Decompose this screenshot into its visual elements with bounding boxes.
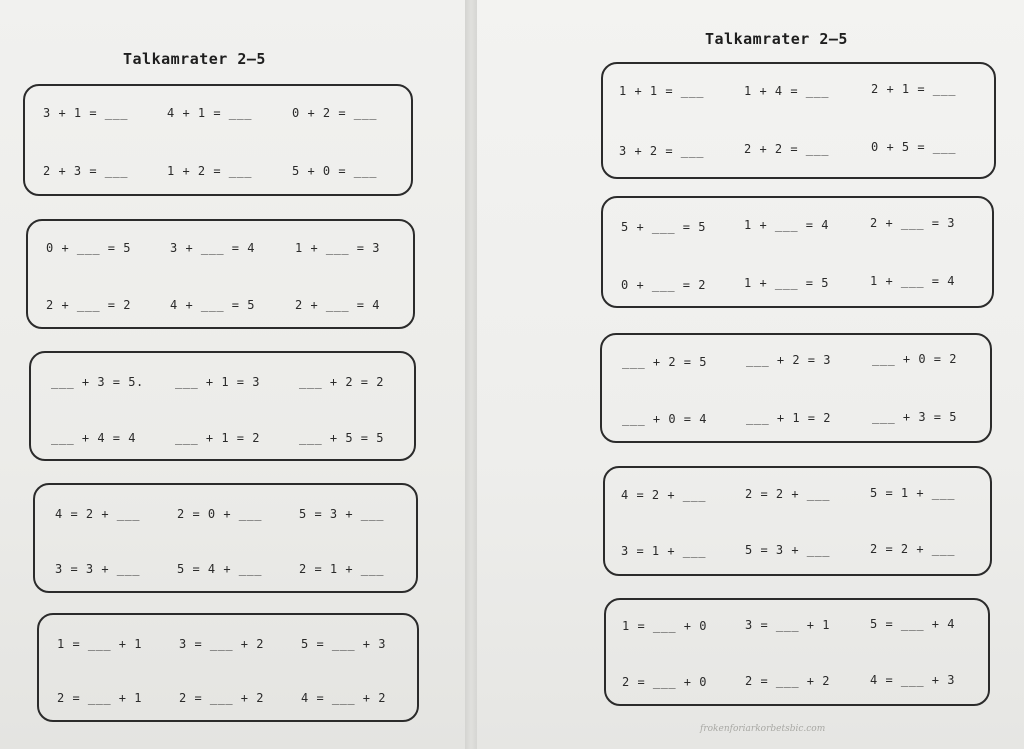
left-exercise-box-3 [29,351,416,461]
equation: 1 + 4 = ___ [744,84,829,98]
equation: ___ + 1 = 2 [175,431,260,445]
equation: 1 = ___ + 0 [622,619,707,633]
left-exercise-box-2 [26,219,415,329]
equation: 2 = ___ + 0 [622,675,707,689]
equation: 2 + 3 = ___ [43,164,128,178]
equation: ___ + 3 = 5 [872,410,957,424]
equation: 2 = ___ + 1 [57,691,142,705]
equation: ___ + 5 = 5 [299,431,384,445]
equation: 2 = ___ + 2 [179,691,264,705]
equation: 5 = 1 + ___ [870,486,955,500]
equation: 4 + ___ = 5 [170,298,255,312]
equation: 3 = ___ + 1 [745,618,830,632]
page-gutter [465,0,477,749]
equation: 2 + ___ = 3 [870,216,955,230]
equation: 4 = 2 + ___ [621,488,706,502]
equation: 1 + ___ = 4 [744,218,829,232]
equation: 0 + ___ = 5 [46,241,131,255]
equation: 4 + 1 = ___ [167,106,252,120]
equation: ___ + 0 = 2 [872,352,957,366]
equation: 2 = 2 + ___ [870,542,955,556]
equation: 5 + ___ = 5 [621,220,706,234]
right-page-title: Talkamrater 2–5 [705,30,848,48]
equation: 2 + 2 = ___ [744,142,829,156]
footer-website: frokenforiarkorbetsbic.com [700,724,826,734]
equation: 2 = 0 + ___ [177,507,262,521]
equation: 5 + 0 = ___ [292,164,377,178]
equation: 1 = ___ + 1 [57,637,142,651]
equation: ___ + 0 = 4 [622,412,707,426]
left-exercise-box-4 [33,483,418,593]
right-exercise-box-1 [601,62,996,179]
equation: 3 = 3 + ___ [55,562,140,576]
equation: 1 + 2 = ___ [167,164,252,178]
equation: 5 = 4 + ___ [177,562,262,576]
right-exercise-box-4 [603,466,992,576]
right-exercise-box-3 [600,333,992,443]
equation: 1 + ___ = 3 [295,241,380,255]
equation: 0 + 2 = ___ [292,106,377,120]
equation: 0 + 5 = ___ [871,140,956,154]
right-exercise-box-2 [601,196,994,308]
equation: ___ + 3 = 5. [51,375,144,389]
equation: 5 = ___ + 3 [301,637,386,651]
equation: ___ + 2 = 2 [299,375,384,389]
equation: 2 + ___ = 4 [295,298,380,312]
equation: 3 = ___ + 2 [179,637,264,651]
equation: 1 + 1 = ___ [619,84,704,98]
equation: 2 + ___ = 2 [46,298,131,312]
equation: 3 + 2 = ___ [619,144,704,158]
equation: 2 = ___ + 2 [745,674,830,688]
left-exercise-box-1 [23,84,413,196]
left-page-title: Talkamrater 2–5 [123,50,266,68]
equation: 2 + 1 = ___ [871,82,956,96]
equation: 2 = 1 + ___ [299,562,384,576]
equation: 5 = 3 + ___ [745,543,830,557]
equation: ___ + 2 = 3 [746,353,831,367]
equation: 4 = ___ + 3 [870,673,955,687]
equation: 5 = ___ + 4 [870,617,955,631]
equation: 5 = 3 + ___ [299,507,384,521]
equation: 2 = 2 + ___ [745,487,830,501]
equation: 3 + 1 = ___ [43,106,128,120]
right-exercise-box-5 [604,598,990,706]
equation: ___ + 4 = 4 [51,431,136,445]
left-exercise-box-5 [37,613,419,722]
equation: 4 = ___ + 2 [301,691,386,705]
equation: 0 + ___ = 2 [621,278,706,292]
equation: ___ + 2 = 5 [622,355,707,369]
equation: 1 + ___ = 5 [744,276,829,290]
equation: ___ + 1 = 2 [746,411,831,425]
equation: ___ + 1 = 3 [175,375,260,389]
equation: 3 = 1 + ___ [621,544,706,558]
equation: 4 = 2 + ___ [55,507,140,521]
equation: 3 + ___ = 4 [170,241,255,255]
equation: 1 + ___ = 4 [870,274,955,288]
